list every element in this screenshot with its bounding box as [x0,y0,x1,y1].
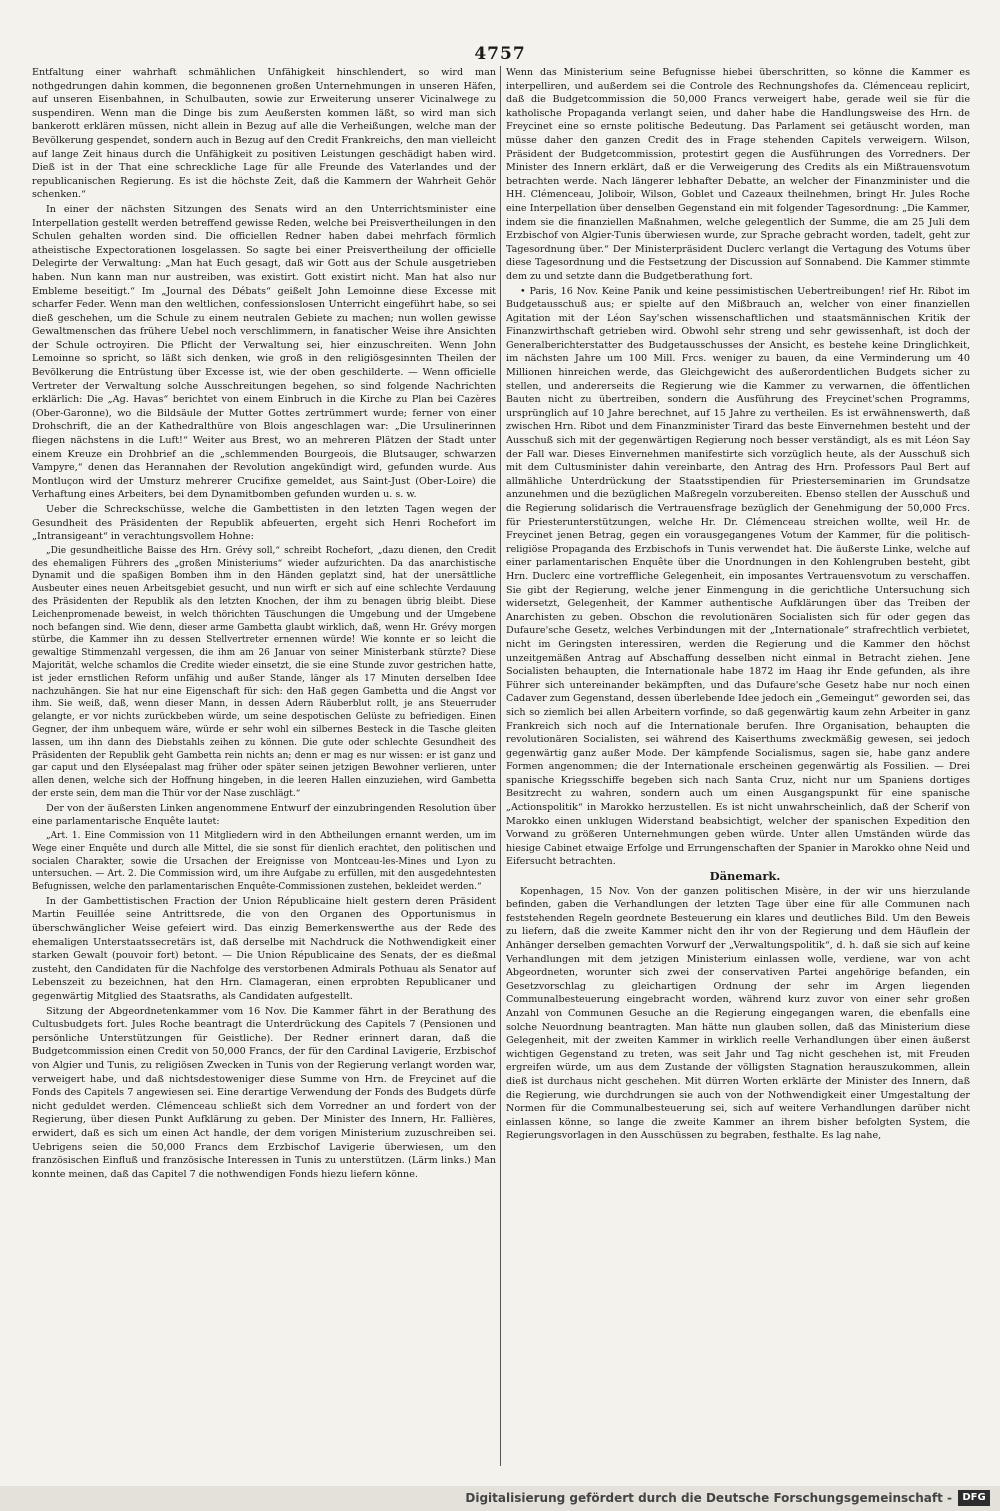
footer-credit: Digitalisierung gefördert durch die Deutsche Forschungsgemeinschaft - [465,1491,952,1505]
section-heading: Dänemark. [709,869,781,884]
article-paragraph: In einer der nächsten Sitzungen des Senats wird an den Unterrichtsminister eine Interpellation gestellt werden betreffend gewisse Reden, welche bei Preisvertheilungen in den Schulen gehalten worden sind. Die officiellen Redner haben dabei mehrfach förmlich atheistische Expectorationen losgelassen. So sagte bei einer Preisvertheilung der officielle Delegirte der Verwaltung: „Man hat Euch gesagt, daß wir Gott aus der Schule ausgetrieben haben. Nun kann man nur austreiben, was existirt. Gott existirt nicht. Man hat also nur Embleme beseitigt.“ Im „Journal des Débats“ geißelt John Lemoinne diese Excesse mit scharfer Feder. Wenn man den weltlichen, confessionslosen Unterricht eingeführt habe, so sei dieß geschehen, um die Schule zu einem neutralen Gebiete zu machen; nun wollen gewisse Gewaltmenschen das frühere Uebel noch verschlimmern, in fanatischer Weise ihre Ansichten der Schule octroyiren. Die Pflicht der Verwaltung sei, hier einzuschreiten. Wenn John Lemoinne so spricht, so läßt sich denken, wie groß in den religiösgesinnten Theilen der Bevölkerung die Entrüstung über Excesse ist, wie der oben geschilderte. — Wenn officielle Vertreter der Verwaltung solche Ausschreitungen begehen, so sind folgende Nachrichten erklärlich: Die „Ag. Havas“ berichtet von einem Einbruch in die Kirche zu Plan bei Cazères (Ober-Garonne), wo die Bildsäule der Mutter Gottes zertrümmert wurde; ferner von einer Drohschrift, die an der Kathedralthüre von Blois angeschlagen war: „Die Ursulinerinnen fliegen nächstens in die Luft!“ Weiter aus Brest, wo an mehreren Plätzen der Stadt unter einem Kreuze ein Drohbrief an die „schlemmenden Bourgeois, die Blutsauger, schwarzen Vampyre,“ denen das Herannahen der Revolution angekündigt wird, gefunden wurde. Aus Montluçon wird der Umsturz mehrerer Crucifixe gemeldet, aus Saint-Just (Ober-Loire) die Verhaftung eines Arbeiters, bei dem Dynamitbomben gefunden wurden u. s. w. [32,203,496,501]
quoted-passage: „Die gesundheitliche Baisse des Hrn. Grévy soll,“ schreibt Rochefort, „dazu dienen, den Credit des ehemaligen Führers des „großen Ministeriums“ wieder aufzurichten. Da das anarchistische Dynamit und die spaßigen Bomben ihm in den Händen geplatzt sind, hat der unersättliche Ausbeuter eines neuen Arbeitsgebiet gesucht, und nun wirft er sich auf eine schlechte Verdauung des Präsidenten der Republik als den letzten Knochen, der ihm zu benagen übrig bleibt. Diese Leichenpromenade beweist, in welch thörichten Täuschungen die Umgebung und der Umgebene noch befangen sind. Wie denn, dieser arme Gambetta glaubt wirklich, daß, wenn Hr. Grévy morgen stürbe, die Kammer ihn zu dessen Stellvertreter ernennen würde! Wie konnte er so leicht die gewaltige Stimmenzahl vergessen, die ihm am 26 Januar von seiner Ministerbank stürzte? Diese Majorität, welche schamlos die Credite wieder einsetzt, die sie eine Stunde zuvor gestrichen hatte, ist jeder ernstlichen Reform unfähig und außer Stande, länger als 17 Minuten derselben Idee nachzuhängen. Sie hat nur eine Eigenschaft für sich: den Haß gegen Gambetta und die Angst vor ihm. Sie weiß, daß, wenn dieser Mann, in dessen Adern Räuberblut rollt, je ans Steuerruder gelangte, er vor nichts zurückbeben würde, um seine despotischen Gelüste zu befriedigen. Einen Gegner, der ihm unbequem wäre, würde er sehr wohl ein silbernes Besteck in die Tasche gleiten lassen, um ihn dann des Diebstahls zeihen zu können. Die gute oder schlechte Gesundheit des Präsidenten der Republik geht Gambetta rein nichts an; denn er mag es nur wissen: er ist ganz und gar caput und den Elyséepalast mag früher oder später seinen jetzigen Bewohner verlieren, unter allen denen, welche sich der Hoffnung hingeben, in die leeren Hallen einzuziehen, wird Gambetta der erste sein, dem man die Thür vor der Nase zuschlägt.“ [32,545,496,799]
article-paragraph: • Paris, 16 Nov. Keine Panik und keine pessimistischen Uebertreibungen! rief Hr. Ribot im Budgetausschuß aus; er spielte auf den Mißbrauch an, welcher von einer finanziellen Agitation mit der Léon Say'schen wissenschaftlichen und staatsmännischen Kritik der Finanzwirthschaft getrieben wird. Obwohl sehr streng und sehr gewissenhaft, ist doch der Generalberichterstatter des Budgetausschusses der Ansicht, es bestehe keine Dringlichkeit, im nächsten Jahre um 100 Mill. Frcs. weniger zu bauen, da eine Verminderung um 40 Millionen hinreichen werde, das Gleichgewicht des außerordentlichen Budgets sicher zu stellen, und andererseits die Regierung wie die Kammer zu verwarnen, die öffentlichen Bauten nicht zu übertreiben, sondern die Ausführung des Freycinet'schen Programms, ursprünglich auf 10 Jahre berechnet, auf 15 Jahre zu vertheilen. Es ist erwähnenswerth, daß zwischen Hrn. Ribot und dem Finanzminister Tirard das beste Einvernehmen besteht und der Ausschuß sich mit der gegenwärtigen Regierung noch besser verständigt, als es mit Léon Say der Fall war. Dieses Einvernehmen manifestirte sich vorzüglich heute, als der Ausschuß sich mit dem Cultusminister dahin vereinbarte, den Antrag des Hrn. Professors Paul Bert auf allmähliche Unterdrückung der Staatsstipendien für Priesterseminarien im Grundsatze anzunehmen und die bezüglichen Maßregeln vorzubereiten. Ebenso stellen der Ausschuß und die Regierung solidarisch die Vertrauensfrage bezüglich der Genehmigung der 50,000 Frcs. für Priesterunterstützungen, welche Hr. Dr. Clémenceau streichen wollte, weil Hr. de Freycinet jenen Betrag, gegen ein vorausgegangenes Votum der Kammer, für die politisch-religiöse Propaganda des Erzbischofs in Tunis verwendet hat. Die äußerste Linke, welche auf einer parlamentarischen Enquête über die Unordnungen in den Kohlengruben besteht, gibt Hrn. Duclerc eine vortreffliche Gelegenheit, ein imposantes Vertrauensvotum zu verschaffen. Sie gibt der Regierung, welche jener Einmengung in die gerichtliche Untersuchung sich widersetzt, Gelegenheit, der Kammer authentische Aufklärungen über das Treiben der Anarchisten zu geben. Obschon die revolutionären Socialisten sich für oder gegen das Dufaure'sche Gesetz, welches Verbindungen mit der „Internationale“ strafrechtlich verbietet, nicht im Geringsten interessiren, werden die Regierung und die Kammer den höchst unzeitgemäßen Antrag auf Abschaffung desselben nicht einmal in Betracht ziehen. Jene Socialisten behaupten, die Internationale habe 1872 im Haag ihr Ende gefunden, als ihre Führer sich untereinander bekämpften, und das Dufaure'sche Gesetz habe nur noch einen Cadaver zum Gegenstand, dessen überlebende Idee jedoch ein „Gemeingut“ geworden sei, das sich so ziemlich bei allen Arbeitern vorfinde, so daß gegenwärtig kaum zehn Arbeiter in ganz Frankreich sich noch auf die Internationale berufen. Ihre Organisation, behaupten die revolutionären Socialisten, sei während des Kaiserthums zweckmäßig gewesen, sei jedoch gegenwärtig ganz außer Mode. Der kämpfende Socialismus, sagen sie, habe ganz andere Formen angenommen; die der Internationale erscheinen gegenwärtig als Fossilien. — Drei spanische Kriegsschiffe begeben sich nach Santa Cruz, nicht nur um Spaniens dortiges Besitzrecht zu wahren, sondern auch um einen Ausgangspunkt für eine spanische „Actionspolitik“ in Marokko herzustellen. Es ist nicht unwahrscheinlich, daß der Scherif von Marokko einen unklugen Widerstand beabsichtigt, welcher der spanischen Expedition den Vorwand zu größeren Unternehmungen geben würde. Unter allen Umständen würde das hiesige Cabinet etwaige Erfolge und Errungenschaften der Spanier in Marokko ohne Neid und Eifersucht betrachten. [506,285,970,868]
article-paragraph: Sitzung der Abgeordnetenkammer vom 16 Nov. Die Kammer fährt in der Berathung des Cultusbudgets fort. Jules Roche beantragt die Unterdrückung des Capitels 7 (Pensionen und persönliche Unterstützungen für Geistliche). Der Redner erinnert daran, daß die Budgetcommission einen Credit von 50,000 Francs, der für den Cardinal Lavigerie, Erzbischof von Algier und Tunis, zu religiösen Zwecken in Tunis von der Regierung verlangt worden war, verweigert habe, und daß nichtsdestoweniger diese Summe von Hrn. de Freycinet auf die Fonds des Capitels 7 angewiesen sei. Eine derartige Verwendung der Fonds des Budgets dürfe nicht geduldet werden. Clémenceau schließt sich dem Vorredner an und fordert von der Regierung, über diesen Punkt Aufklärung zu geben. Der Minister des Innern, Hr. Fallières, erwidert, daß es sich um einen Act handle, der dem vorigen Ministerium zuzuschreiben sei. Uebrigens seien die 50,000 Francs dem Erzbischof Lavigerie überwiesen, um den französischen Einfluß und französische Interessen in Tunis zu unterstützen. (Lärm links.) Man konnte meinen, daß das Capitel 7 die nothwendigen Fonds hiezu liefern könne. [32,1005,496,1180]
quoted-passage: „Art. 1. Eine Commission von 11 Mitgliedern wird in den Abtheilungen ernannt werden, um im Wege einer Enquête und durch alle Mittel, die sie sonst für dienlich erachtet, den politischen und socialen Charakter, sowie die Ursachen der Ereignisse von Montceau-les-Mines und Lyon zu untersuchen. — Art. 2. Die Commission wird, um ihre Aufgabe zu erfüllen, mit den ausgedehntesten Befugnissen, welche den parlamentarischen Enquête-Commissionen zustehen, bekleidet werden.“ [32,830,496,893]
article-paragraph: Kopenhagen, 15 Nov. Von der ganzen politischen Misère, in der wir uns hierzulande befinden, gaben die Verhandlungen der letzten Tage über eine für alle Communen nach feststehenden Regeln geordnete Besteuerung ein klares und deutliches Bild. Um den Beweis zu liefern, daß die zweite Kammer nicht den ihr von der Regierung und dem Häuflein der Anhänger derselben gemachten Vorwurf der „Verwaltungspolitik“, d. h. daß sie sich auf keine Verhandlungen mit dem jetzigen Ministerium einlassen wolle, verdiene, war von acht Abgeordneten, worunter sich zwei der conservativen Partei angehörige befanden, ein Gesetzvorschlag zu gleichartigen Ordnung der sehr im Argen liegenden Communalbesteuerung eingebracht worden, während kurz zuvor von einer sehr großen Anzahl von Communen Gesuche an die Regierung eingegangen waren, die ebenfalls eine solche Neuordnung beantragten. Man hätte nun glauben sollen, daß das Ministerium diese Gelegenheit, mit der zweiten Kammer in wirklich reelle Verhandlungen über einen äußerst wichtigen Gegenstand zu treten, was seit Jahr und Tag nicht geschehen ist, mit Freuden ergreifen würde, um aus dem Zustande der völligsten Stagnation herauszukommen, allein dieß ist durchaus nicht geschehen. Mit dürren Worten erklärte der Minister des Innern, daß die Regierung, wie durchdrungen sie auch von der Nothwendigkeit einer Umgestaltung der Normen für die Communalbesteuerung sei, sich auf weitere Verhandlungen darüber nicht einlassen könne, so lange die zweite Kammer an ihrem bisher befolgten System, die Regierungsvorlagen in den Ausschüssen zu begraben, festhalte. Es lag nahe, [506,885,970,1142]
column-divider [500,66,501,1466]
page-number: 4757 [474,44,526,64]
article-paragraph: In der Gambettistischen Fraction der Union Républicaine hielt gestern deren Präsident Martin Feuillée seine Antrittsrede, die von den Organen des Opportunismus in überschwänglicher Weise gefeiert wird. Das einzig Bemerkenswerthe aus der Rede des ehemaligen Unterstaatssecretärs ist, daß derselbe mit Nachdruck die Nothwendigkeit einer starken Gewalt (pouvoir fort) betont. — Die Union Républicaine des Senats, der es dießmal zusteht, den Candidaten für die Nachfolge des verstorbenen Admirals Pothuau als Senator auf Lebenszeit zu bezeichnen, hat den Hrn. Clamageran, einen erprobten Republicaner und gegenwärtig Mitglied des Staatsraths, als Candidaten aufgestellt. [32,895,496,1003]
left-column [32,66,496,1466]
dfg-logo: DFG [958,1490,990,1506]
digitization-footer [0,1486,1000,1511]
article-paragraph: Der von der äußersten Linken angenommene Entwurf der einzubringenden Resolution über eine parlamentarische Enquête lautet: [32,802,496,828]
article-paragraph: Ueber die Schreckschüsse, welche die Gambettisten in den letzten Tagen wegen der Gesundheit des Präsidenten der Republik abfeuerten, ergeht sich Henri Rochefort im „Intransigeant“ in verachtungsvollem Hohne: [32,504,496,543]
article-paragraph: Wenn das Ministerium seine Befugnisse hiebei überschritten, so könne die Kammer es interpelliren, und außerdem sei die Controle des Rechnungshofes da. Clémenceau replicirt, daß die Budgetcommission die 50,000 Francs verweigert habe, gerade weil sie für die katholische Propaganda verlangt seien, und daher habe die Handlungsweise des Hrn. de Freycinet eine so ernste politische Bedeutung. Das Parlament sei getäuscht worden, man müsse daher den ganzen Credit des in Frage stehenden Capitels verweigern. Wilson, Präsident der Budgetcommission, protestirt gegen die Ausführungen des Vorredners. Der Minister des Innern erklärt, daß er die Verweigerung des Credits als ein Mißtrauensvotum betrachten werde. Nach längerer lebhafter Debatte, an welcher der Finanzminister und die HH. Clémenceau, Joliboir, Wilson, Goblet und Cazeaux theilnehmen, bringt Hr. Jules Roche eine Interpellation über denselben Gegenstand ein mit folgender Tagesordnung: „Die Kammer, indem sie die finanziellen Maßnahmen, welche gelegentlich der Summe, die am 25 Juli dem Erzbischof von Algier-Tunis überwiesen wurde, zur Sprache gebracht worden, tadelt, geht zur Tagesordnung über.“ Der Ministerpräsident Duclerc verlangt die Vertagung des Votums über diese Tagesordnung und die Festsetzung der Discussion auf Sonnabend. Die Kammer stimmte dem zu und setzte dann die Budgetberathung fort. [506,67,970,282]
article-paragraph: Entfaltung einer wahrhaft schmählichen Unfähigkeit hinschlendert, so wird man nothgedrungen dahin kommen, die begonnenen großen Unternehmungen in unseren Häfen, auf unseren Eisenbahnen, in Schulbauten, sowie zur Erweiterung unserer Vicinalwege zu suspendiren. Wenn man die Dinge bis zum Aeußersten kommen läßt, so wird man sich bankerott erklären müssen, nicht allein in Bezug auf alle die Verheißungen, welche man der Bevölkerung gespendet, sondern auch in Bezug auf den Credit Frankreichs, den man vielleicht auf lange Zeit hinaus durch die Unfähigkeit zu positiven Leistungen geschädigt haben wird. Dieß ist in der That eine schreckliche Lage für alle Freunde des Vaterlandes und der republicanischen Regierung. Es ist die höchste Zeit, daß die Kammern der Wahrheit Gehör schenken.“ [32,67,496,201]
right-column [506,66,970,1446]
